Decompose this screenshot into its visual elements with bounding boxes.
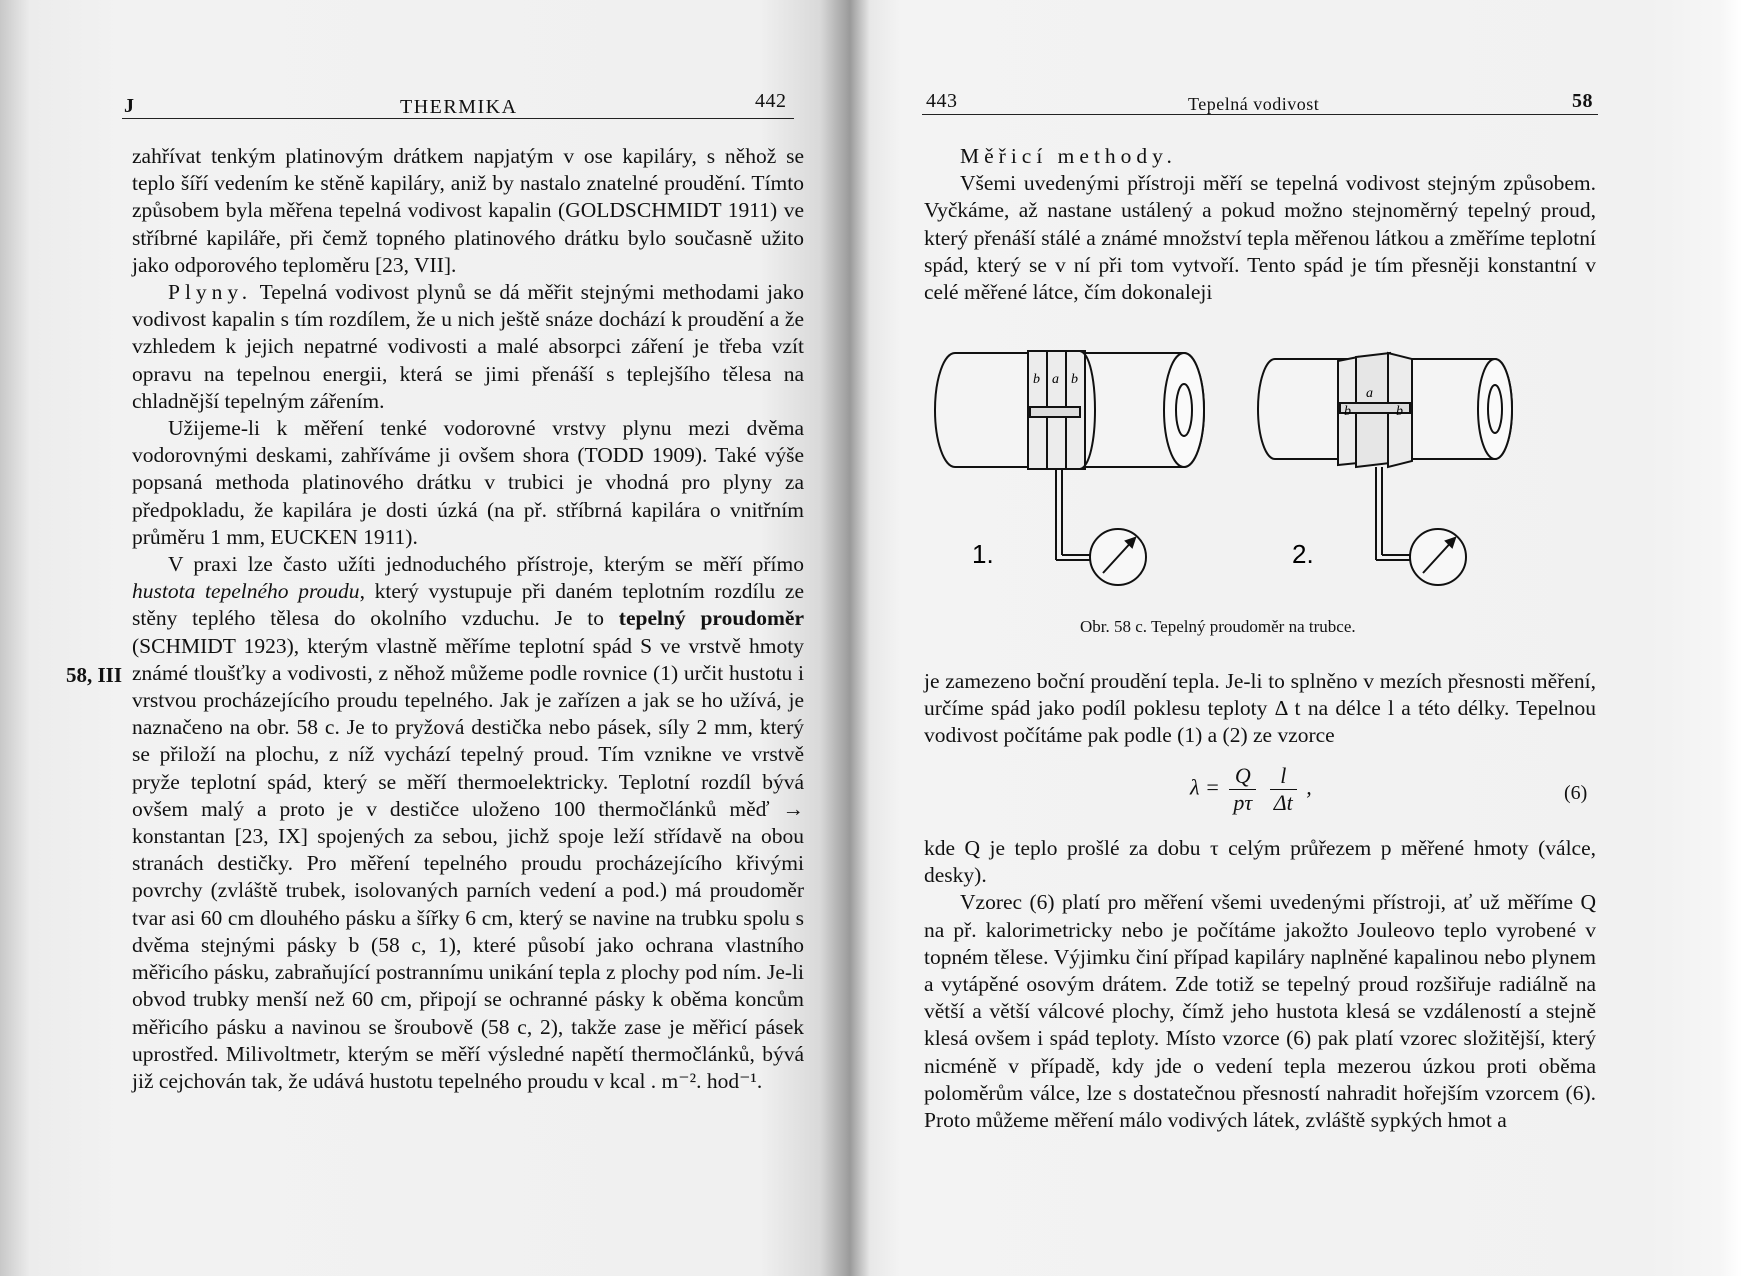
paragraph: Vzorec (6) platí pro měření všemi uvedenými přístroji, ať už měříme Q na př. kalorimetricky nebo je počítáme jakožto Jouleovo teplo vyrobené v topném tělese. Výjimku činí případ kapiláry naplněné kapalinou nebo plynem a vytápěné osovým drátem. Zde totiž se tepelný proud rozšiřuje radiálně na větší a větší válcové plochy, čímž jeho hustota klesá se vzdáleností a stejně klesá ovšem i spád teploty. Místo vzorce (6) pak platí vzorec složitější, který nicméně v případě, kdy jde o vedení tepla mezerou úzkou proti oběma poloměrům válce, lze s dostatečnou přesností nahradit hořejším vzorcem (6). Proto můžeme měření málo vodivých látek, zvláště sypkých hmot a — [924, 890, 1596, 1133]
fraction — [1270, 763, 1297, 816]
figure-heat-flux-meter — [920, 345, 1560, 610]
numerator: l — [1270, 763, 1297, 790]
page-number: 442 — [755, 90, 787, 112]
bold-term: tepelný proudoměr — [618, 606, 804, 631]
paragraph: zahřívat tenkým platinovým drátkem napjatým v ose kapiláry, s něhož se teplo šíří vedením ke stěně kapiláry, aniž by nastalo znatelné proudění. Tímto způsobem byla měřena tepelná vodivost kapalin (GOLDSCHMIDT 1911) ve stříbrné kapiláře, při čemž topného platinového drátku bylo současně užito jako odporového teploměru [23, VII]. — [132, 144, 804, 277]
left-body-text — [132, 143, 804, 1095]
left-page — [0, 0, 850, 1276]
paragraph-text: Tepelná vodivost plynů se dá měřit stejnými methodami jako vodivost kapalin s tím rozdílem, že u nich ještě snáze dochází k proudění a že vzhledem k jejich nepatrné vodivosti a malé absorpci záření je třeba vzít opravu na tepelnou energii, která se jimi přenáší s teplejšího tělesa na chladnější tepelným zářením. — [132, 280, 804, 413]
right-body-middle — [924, 668, 1596, 750]
running-title: Tepelná vodivost — [1188, 94, 1320, 114]
paragraph-text: (SCHMIDT 1923), kterým vlastně měříme teplotní spád S ve vrstvě hmoty známé tloušťky a vodivosti, z něhož můžeme podle rovnice (1) určit hustotu i vrstvou procházejícího proudu tepelného. Jak je zařízen a jak se ho užívá, je naznačeno na obr. 58 c. Je to pryžová destička nebo pásek, síly 2 mm, který se přiloží na plochu, z níž vychází tepelný proud. Tím vznikne ve vrstvě pryže teplotní spád, který se měří thermoelektricky. Teplotní rozdíl bývá ovšem malý a proto je v destičce uloženo 100 thermočlánků měď → konstantan [23, IX] spojených za sebou, jichž spoje leží střídavě na obou stranách destičky. Pro měření tepelného proudu procházejícího křivými povrchy (zvláště trubek, isolovaných parních vedení a pod.) má proudoměr tvar asi 60 cm dlouhého pásku a šířky 6 cm, který se navine na trubku spolu s dvěma stejnými pásky b (58 c, 1), které působí jako ochrana vlastního měřicího pásku, zabraňující postrannímu unikání tepla z plochy pod ním. Je-li obvod trubky menší než 60 cm, připojí se ochranné pásky k oběma koncům měřicího pásku a navinou se šroubově (58 c, 2), takže zase je měřicí pásek uprostřed. Milivoltmetr, kterým se měří výsledné napětí thermočlánků, bývá již cejchován tak, že udává hustotu tepelného proudu v kcal . m⁻². hod⁻¹. — [132, 633, 804, 1093]
section-number: 58 — [1572, 90, 1593, 112]
figure-label-2: 2. — [1292, 539, 1314, 569]
paragraph-text: V praxi lze často užíti jednoduchého přístroje, kterým se měří přímo — [168, 552, 804, 577]
right-page — [850, 0, 1742, 1276]
denominator: pτ — [1233, 790, 1253, 815]
run-in-heading: Plyny. — [168, 280, 253, 305]
paragraph-praxi — [132, 551, 804, 1095]
right-body-top — [924, 143, 1596, 306]
formula-6 — [1190, 763, 1312, 816]
paragraph: Všemi uvedenými přístroji měří se tepelná vodivost stejným způsobem. Vyčkáme, až nastane ustálený a pokud možno stejnoměrný tepelný proud, který přenáší stálé a známé množství tepla měřenou látkou a změříme teplotní spád, který se v ní při tom vytvoří. Tento spád je tím přesněji konstantní v celé měřené látce, čím dokonaleji — [924, 171, 1596, 305]
section-letter: J — [124, 95, 135, 117]
running-title: THERMIKA — [400, 96, 518, 118]
margin-reference: 58, III — [66, 663, 123, 687]
equation-number: (6) — [1564, 782, 1588, 804]
paragraph: kde Q je teplo prošlé za dobu τ celým průřezem p měřené hmoty (válce, desky). — [924, 836, 1596, 888]
strip-a-label: a — [1052, 372, 1059, 387]
section-title — [924, 143, 1596, 170]
page-number-left: 443 — [926, 90, 958, 112]
paragraph: Užijeme-li k měření tenké vodorovné vrstvy plynu mezi dvěma vodorovnými deskami, zahříváme ji ovšem shora (TODD 1909). Také výše popsaná methoda platinového drátku v trubici je vhodná pro plyny za předpokladu, že kapilára je dosti úzká (na př. stříbrná kapilára o vnitřním průměru 1 mm, EUCKEN 1911). — [132, 416, 804, 549]
paragraph-plyny — [132, 279, 804, 415]
numerator: Q — [1229, 763, 1256, 790]
formula-comma: , — [1306, 774, 1312, 800]
right-body-bottom — [924, 835, 1596, 1134]
figure-label-1: 1. — [972, 539, 994, 569]
strip-b-label: b — [1344, 404, 1351, 419]
denominator: Δt — [1273, 790, 1293, 815]
paragraph: je zamezeno boční proudění tepla. Je-li to splněno v mezích přesnosti měření, určíme spád jako podíl poklesu teploty Δ t na délce l a této délky. Tepelnou vodivost počítáme pak podle (1) a (2) ze vzorce — [924, 669, 1596, 748]
figure-caption: Obr. 58 c. Tepelný proudoměr na trubce. — [1080, 617, 1356, 636]
strip-a-label: a — [1366, 386, 1373, 401]
strip-b-label: b — [1071, 372, 1078, 387]
formula-lhs: λ = — [1190, 774, 1220, 800]
strip-b-label: b — [1033, 372, 1040, 387]
section-title-text: Měřicí methody. — [960, 144, 1177, 168]
header-rule — [922, 114, 1598, 115]
fraction — [1229, 763, 1256, 816]
italic-term: hustota tepelného proudu — [132, 579, 360, 604]
strip-b-label: b — [1396, 404, 1403, 419]
header-rule — [122, 118, 794, 119]
paragraph-text: , který vystupuje při daném teplotním rozdílu ze stěny teplého tělesa do okolního vzduchu. Je to — [132, 579, 804, 631]
